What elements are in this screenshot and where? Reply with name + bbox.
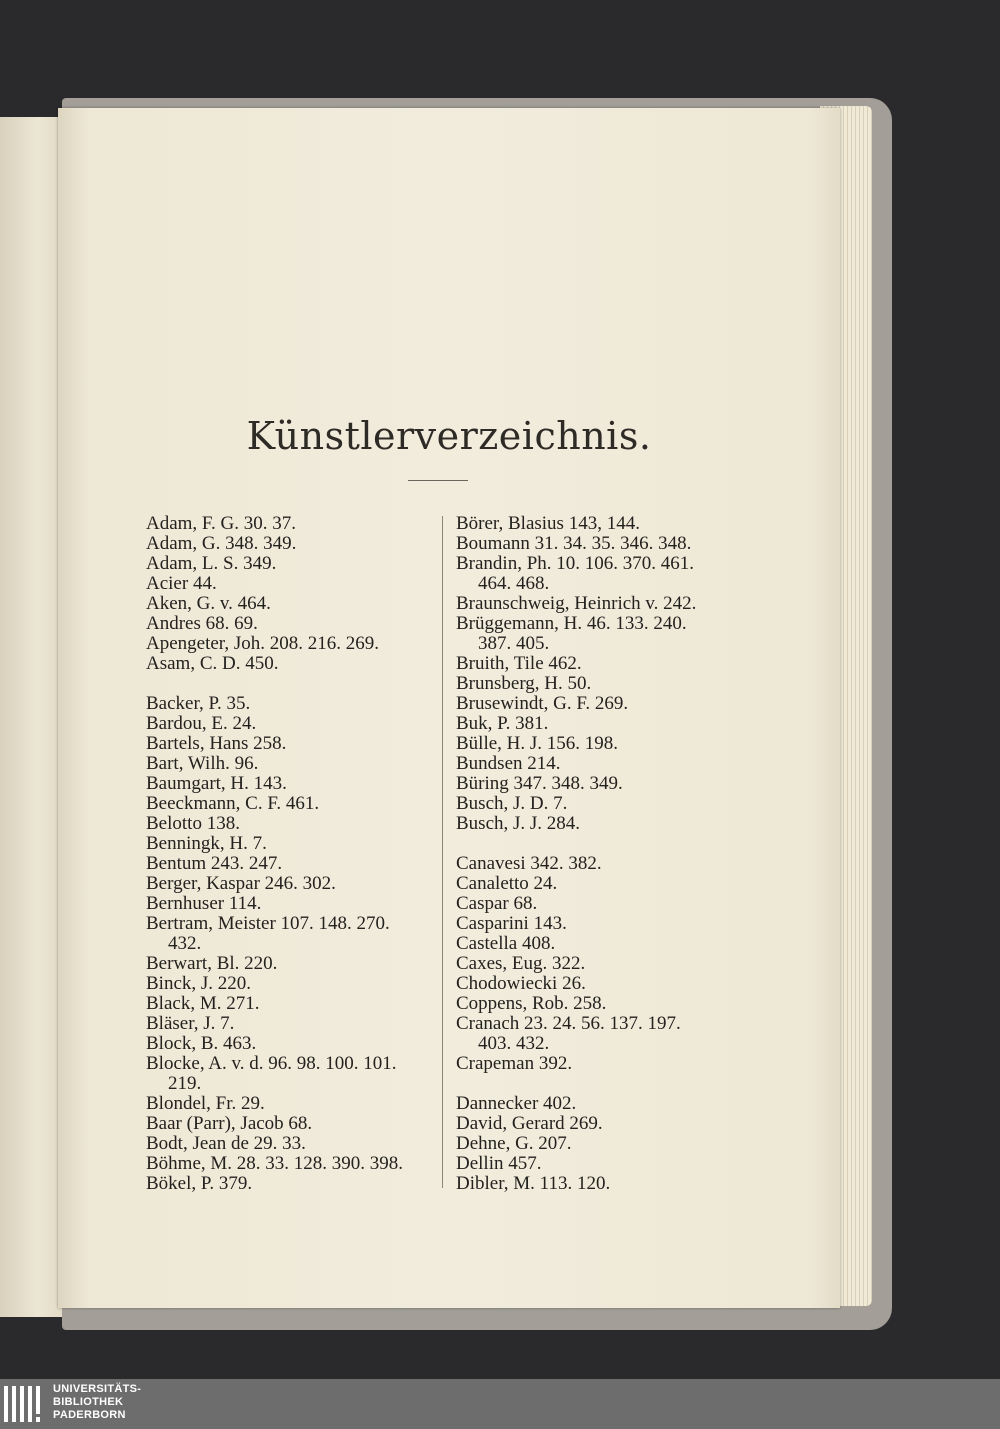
index-entry: Bruith, Tile 462. <box>456 653 582 674</box>
index-entry: Apengeter, Joh. 208. 216. 269. <box>146 633 380 654</box>
index-entry: Dannecker 402. <box>456 1093 577 1114</box>
index-entry: Brandin, Ph. 10. 106. 370. 461. <box>456 553 695 574</box>
index-entry: Bardou, E. 24. <box>146 713 257 734</box>
index-entry: Caxes, Eug. 322. <box>456 953 586 974</box>
index-entry: Dibler, M. 113. 120. <box>456 1173 611 1194</box>
index-entry: Börer, Blasius 143, 144. <box>456 513 640 534</box>
index-entry: Bertram, Meister 107. 148. 270. <box>146 913 390 934</box>
index-entry: Bartels, Hans 258. <box>146 733 287 754</box>
index-entry: Canavesi 342. 382. <box>456 853 602 874</box>
index-entry: Block, B. 463. <box>146 1033 257 1054</box>
index-entry: Brusewindt, G. F. 269. <box>456 693 629 714</box>
index-entry: Castella 408. <box>456 933 556 954</box>
index-entry: Benningk, H. 7. <box>146 833 267 854</box>
index-entry-continuation: 432. <box>168 933 202 954</box>
index-entry: Dehne, G. 207. <box>456 1133 572 1154</box>
library-name-line-3: PADERBORN <box>53 1409 126 1421</box>
index-entry: Brunsberg, H. 50. <box>456 673 592 694</box>
section-gap <box>456 834 756 854</box>
index-entry: Boumann 31. 34. 35. 346. 348. <box>456 533 692 554</box>
index-entry: Braunschweig, Heinrich v. 242. <box>456 593 697 614</box>
book-page <box>58 108 840 1308</box>
index-entry: Bökel, P. 379. <box>146 1173 253 1194</box>
index-entry: Aken, G. v. 464. <box>146 593 271 614</box>
section-gap <box>146 674 446 694</box>
index-entry: Baar (Parr), Jacob 68. <box>146 1113 313 1134</box>
index-entry: Bundsen 214. <box>456 753 561 774</box>
index-entry: Adam, G. 348. 349. <box>146 533 297 554</box>
page-title: Künstlerverzeichnis. <box>246 414 652 458</box>
index-entry: Bodt, Jean de 29. 33. <box>146 1133 306 1154</box>
index-entry: Backer, P. 35. <box>146 693 251 714</box>
index-entry: Crapeman 392. <box>456 1053 573 1074</box>
index-column-left <box>146 514 446 1194</box>
index-entry: Bernhuser 114. <box>146 893 262 914</box>
index-entry: Andres 68. 69. <box>146 613 258 634</box>
facing-page-edge <box>0 117 64 1317</box>
section-gap <box>456 1074 756 1094</box>
index-entry-continuation: 387. 405. <box>478 633 550 654</box>
index-entry: Casparini 143. <box>456 913 567 934</box>
index-entry: Adam, F. G. 30. 37. <box>146 513 296 534</box>
index-entry: Adam, L. S. 349. <box>146 553 277 574</box>
index-entry: Asam, C. D. 450. <box>146 653 279 674</box>
index-entry: Binck, J. 220. <box>146 973 252 994</box>
index-entry: Buk, P. 381. <box>456 713 549 734</box>
index-entry: Chodowiecki 26. <box>456 973 586 994</box>
index-entry-continuation: 219. <box>168 1073 202 1094</box>
library-name-line-2: BIBLIOTHEK <box>53 1396 124 1408</box>
index-entry: Busch, J. D. 7. <box>456 793 568 814</box>
index-entry: Bentum 243. 247. <box>146 853 283 874</box>
index-entry: Caspar 68. <box>456 893 538 914</box>
index-entry: Belotto 138. <box>146 813 240 834</box>
library-logo-icon <box>4 1382 50 1426</box>
index-entry: Beeckmann, C. F. 461. <box>146 793 320 814</box>
index-entry: Bart, Wilh. 96. <box>146 753 259 774</box>
index-entry: Berwart, Bl. 220. <box>146 953 278 974</box>
index-entry: Canaletto 24. <box>456 873 558 894</box>
index-entry: Baumgart, H. 143. <box>146 773 287 794</box>
index-entry: Coppens, Rob. 258. <box>456 993 607 1014</box>
index-entry-continuation: 464. 468. <box>478 573 550 594</box>
index-entry: Büring 347. 348. 349. <box>456 773 623 794</box>
index-entry: Acier 44. <box>146 573 217 594</box>
index-entry: Brüggemann, H. 46. 133. 240. <box>456 613 687 634</box>
index-entry: Blondel, Fr. 29. <box>146 1093 265 1114</box>
index-entry: Cranach 23. 24. 56. 137. 197. <box>456 1013 681 1034</box>
index-entry: Berger, Kaspar 246. 302. <box>146 873 336 894</box>
index-entry: Bülle, H. J. 156. 198. <box>456 733 619 754</box>
library-name-line-1: UNIVERSITÄTS- <box>53 1383 142 1395</box>
title-rule <box>408 480 468 481</box>
index-entry: Böhme, M. 28. 33. 128. 390. 398. <box>146 1153 404 1174</box>
index-entry: Busch, J. J. 284. <box>456 813 581 834</box>
index-entry-continuation: 403. 432. <box>478 1033 550 1054</box>
library-footer <box>0 1379 1000 1429</box>
index-entry: Blocke, A. v. d. 96. 98. 100. 101. <box>146 1053 397 1074</box>
index-entry: David, Gerard 269. <box>456 1113 603 1134</box>
index-entry: Black, M. 271. <box>146 993 260 1014</box>
index-entry: Bläser, J. 7. <box>146 1013 235 1034</box>
index-column-right <box>456 514 756 1194</box>
index-entry: Dellin 457. <box>456 1153 542 1174</box>
library-name <box>53 1383 141 1422</box>
